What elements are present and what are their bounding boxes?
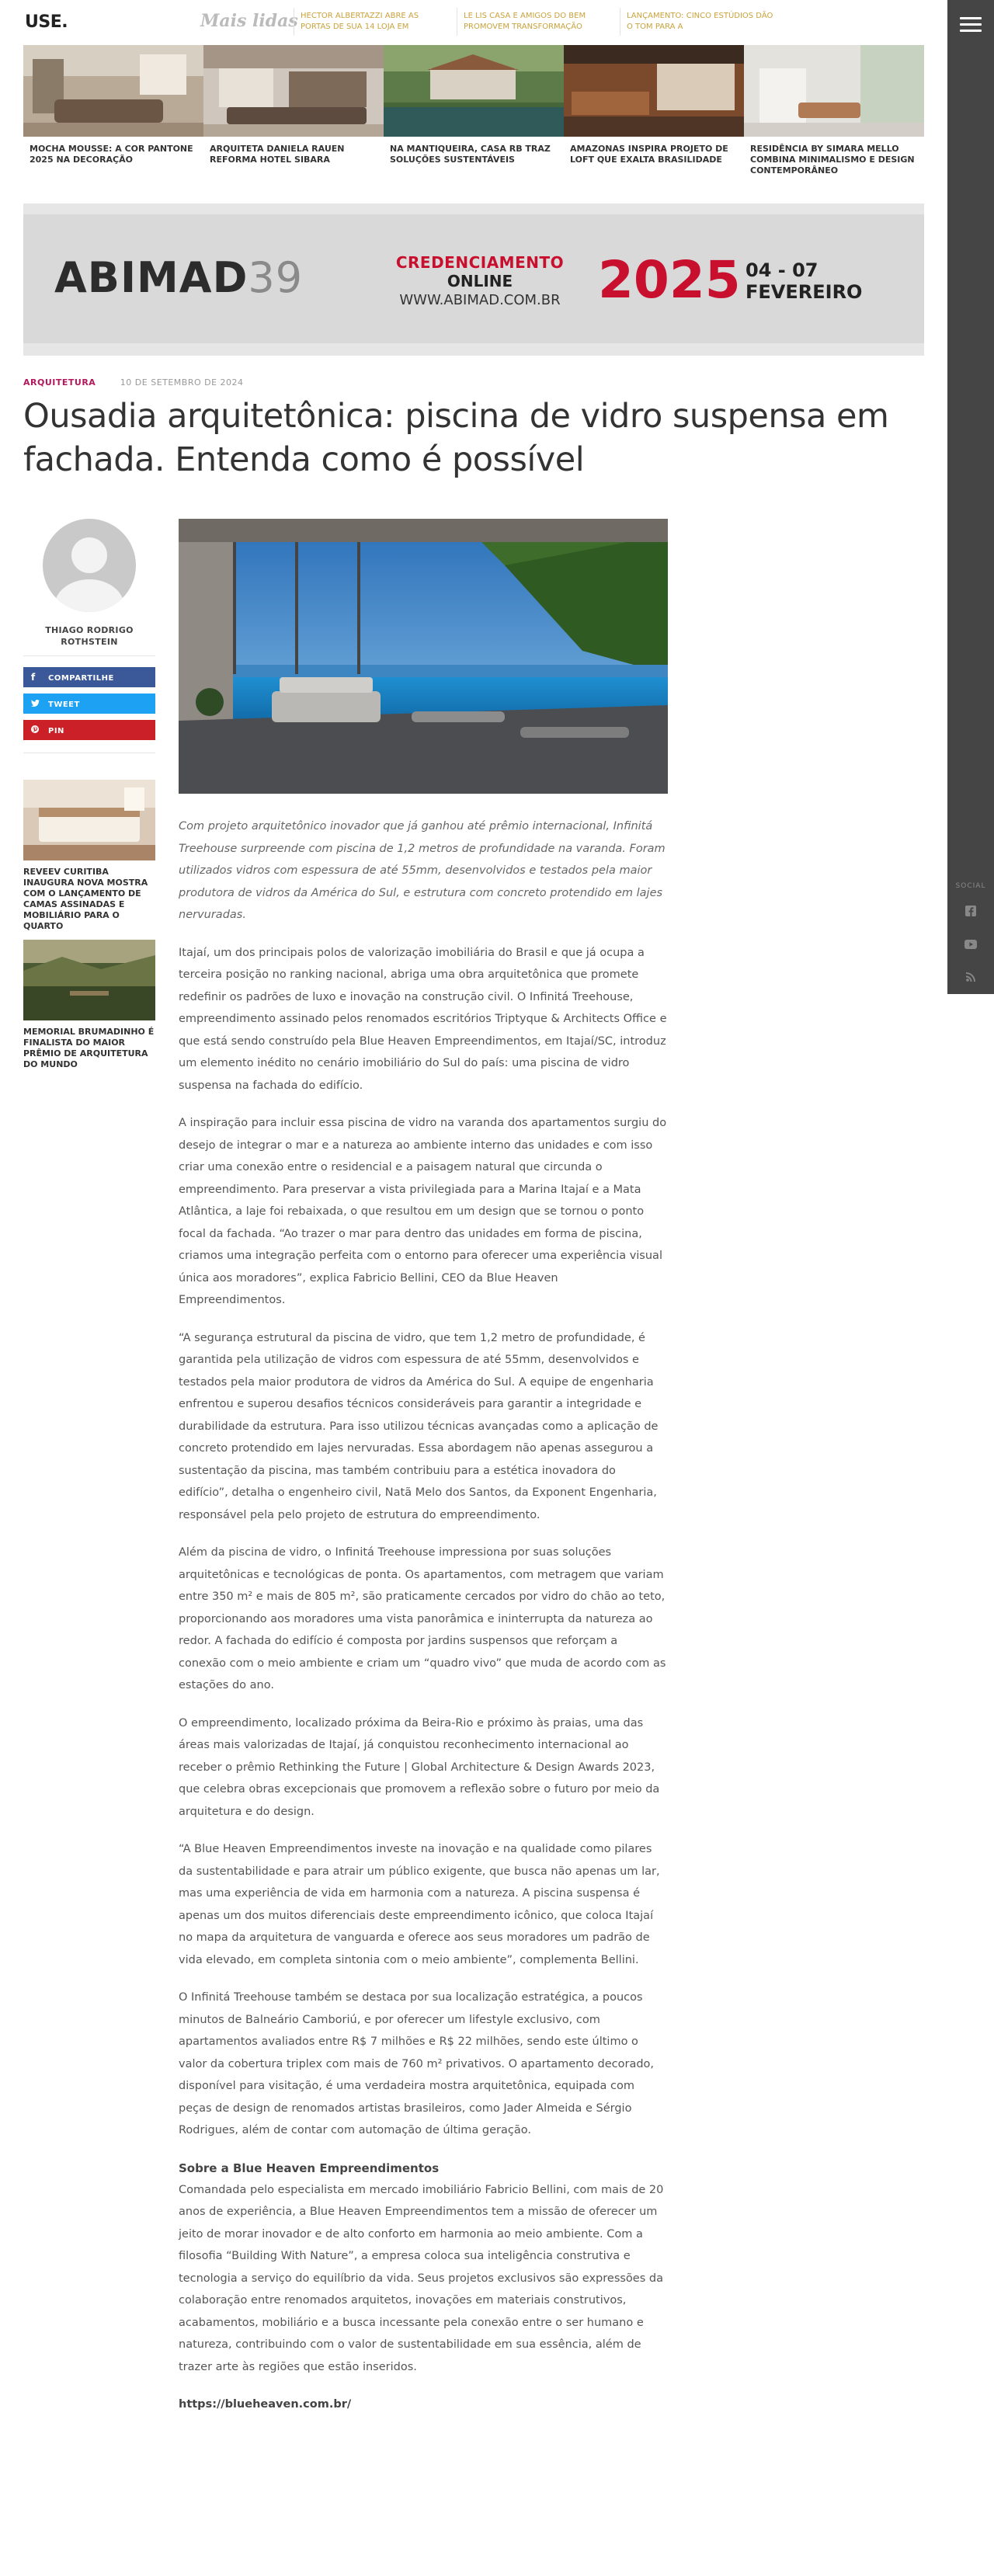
featured-caption: MOCHA MOUSSE: A COR PANTONE 2025 NA DECORAÇÃO [30,144,193,165]
mais-lidas-label: Mais lidas [200,11,298,31]
banner-year: 2025 [598,250,741,310]
featured-caption: AMAZONAS INSPIRA PROJETO DE LOFT QUE EXALTA BRASILIDADE [570,144,728,165]
featured-caption: NA MANTIQUEIRA, CASA RB TRAZ SOLUÇÕES SUSTENTÁVEIS [390,144,551,165]
company-link[interactable]: https://blueheaven.com.br/ [179,2398,352,2411]
featured-caption: RESIDÊNCIA BY SIMARA MELLO COMBINA MINIMALISMO E DESIGN CONTEMPORÂNEO [750,144,915,176]
banner-url: WWW.ABIMAD.COM.BR [399,292,561,308]
facebook-icon: f [31,672,36,683]
category-link[interactable]: ARQUITETURA [23,377,96,388]
banner-dates-month: FEVEREIRO [746,281,863,303]
related-card[interactable] [23,940,155,1070]
article-subheading: Sobre a Blue Heaven Empreendimentos [179,2161,440,2175]
facebook-icon[interactable] [963,906,978,921]
author-name[interactable]: THIAGO RODRIGO ROTHSTEIN [45,625,134,647]
social-label: SOCIAL [955,882,986,890]
banner-dates-days: 04 - 07 [746,259,818,281]
menu-icon[interactable] [960,17,982,33]
pinterest-share-label: PIN [48,727,64,735]
featured-image [744,45,924,137]
pinterest-share-button[interactable] [23,720,155,740]
article-paragraph: O empreendimento, localizado próxima da Beira-Rio e próximo às praias, uma das áreas mais valorizadas de Itajaí, já conquistou reconhecimento internacional ao receber o prêmio Rethinking the Future | Global Architecture & Design Awards 2023, que celebra obras excepcionais que promovem a reflexão sobre o futuro por meio da arquitetura e do design. [179,1716,660,1818]
featured-strip [23,45,924,176]
article-title: Ousadia arquitetônica: piscina de vidro suspensa em fachada. Entenda como é possível [23,397,889,479]
publish-date: 10 DE SETEMBRO DE 2024 [120,377,244,388]
pinterest-icon [31,720,48,740]
featured-card[interactable] [564,45,744,176]
related-caption: REVEEV CURITIBA INAUGURA NOVA MOSTRA COM O LANÇAMENTO DE CAMAS ASSINADAS E MOBILIÁRIO PARA O QUARTO [23,867,148,931]
abimad-banner[interactable] [23,203,924,356]
banner-body [23,214,924,343]
article-body [179,815,668,2432]
banner-line2: ONLINE [447,272,513,290]
youtube-icon[interactable] [963,938,978,954]
featured-card[interactable] [744,45,924,176]
featured-image [564,45,744,137]
logo-text: USE. [25,12,68,32]
featured-caption: ARQUITETA DANIELA RAUEN REFORMA HOTEL SIBARA [210,144,345,165]
most-read-link[interactable]: HECTOR ALBERTAZZI ABRE AS PORTAS DE SUA 14 LOJA EM [294,8,457,36]
article-paragraph: “A segurança estrutural da piscina de vidro, que tem 1,2 metro de profundidade, é garantida pela utilização de vidros com espessura de até 55mm, desenvolvidos e testados pela maior produtora de vidros da América do Sul. A equipe de engenharia enfrentou e superou desafios técnicos consideráveis para garantir a integridade e durabilidade da estrutura. Para isso utilizou técnicas avançadas como a aplicação de concreto protendido em lajes nervuradas. Essa abordagem não apenas assegurou a sustentação da piscina, mas também contribuiu para a estética inovadora do edifício”, detalha o engenheiro civil, Natã Melo dos Santos, da Exponent Engenharia, responsável pela pelo projeto de estrutura do empreendimento. [179,1331,659,1521]
featured-image [203,45,384,137]
featured-image [23,45,203,137]
featured-card[interactable] [384,45,564,176]
facebook-share-button[interactable] [23,667,155,687]
featured-card[interactable] [23,45,203,176]
twitter-share-label: TWEET [48,700,80,709]
article-meta [23,377,244,388]
site-header [0,0,947,45]
article-paragraph: “A Blue Heaven Empreendimentos investe na inovação e na qualidade como pilares da sustentabilidade e para atrair um público exigente, que busca não apenas um lar, mas uma experiência de vida em harmonia com a natureza. A piscina suspensa é apenas um dos muitos diferenciais deste empreendimento icônico, que coloca Itajaí no mapa da arquitetura de vanguarda e oferece aos seus moradores um padrão de vida elevado, em completa sintonia com o meio ambiente”, complementa Bellini. [179,1843,660,1966]
banner-line1: CREDENCIAMENTO [395,253,565,272]
featured-image [384,45,564,137]
related-card[interactable] [23,780,155,932]
banner-credential [387,253,573,308]
article-paragraph: Além da piscina de vidro, o Infinitá Treehouse impressiona por suas soluções arquitetônicas e tecnológicas de ponta. Os apartamentos, com metragem que variam entre 350 m² e mais de 805 m², são praticamente cercados por vidro do chão ao teto, proporcionando aos moradores uma vista panorâmica e ininterrupta da natureza ao redor. A fachada do edifício é composta por jardins suspensos que reforçam a conexão com o meio ambiente e criam um “quadro vivo” que muda de acordo com as estações do ano. [179,1546,666,1691]
article-paragraph: Itajaí, um dos principais polos de valorização imobiliária do Brasil e que já ocupa a terceira posição no ranking nacional, abriga uma obra arquitetônica que promete redefinir os padrões de luxo e inovação na construção civil. O Infinitá Treehouse, empreendimento assinado pelos renomados escritórios Triptyque & Architects Office e que está sendo construído pela Blue Heaven Empreendimentos, em Itajaí/SC, introduz um elemento inédito no cenário imobiliário do Sul do país: uma piscina de vidro suspensa na fachada do edifício. [179,946,667,1092]
most-read-links [294,8,783,36]
side-rail [947,0,994,994]
related-image [23,940,155,1020]
site-logo[interactable] [25,12,68,32]
banner-edition: 39 [248,253,304,302]
rss-icon[interactable] [963,971,978,986]
avatar[interactable] [43,519,136,612]
banner-brand-text: ABIMAD [54,253,248,302]
most-read-link[interactable]: LE LIS CASA E AMIGOS DO BEM PROMOVEM TRANSFORMAÇÃO [457,8,620,36]
twitter-icon [31,694,48,714]
featured-card[interactable] [203,45,384,176]
article-lead: Com projeto arquitetônico inovador que já ganhou até prêmio internacional, Infinitá Treehouse surpreende com piscina de 1,2 metros de profundidade na varanda. Foram utilizados vidros com espessura de até 55mm, desenvolvidos e testados pela maior produtora de vidros da América do Sul, e estrutura com concreto protendido em lajes nervuradas. [179,820,666,921]
article-paragraph: A inspiração para incluir essa piscina de vidro na varanda dos apartamentos surgiu do desejo de integrar o mar e a natureza ao ambiente interno das unidades e com isso criar uma conexão entre o residencial e a paisagem natural que circunda o empreendimento. Para preservar a vista privilegiada para a Marina Itajaí e a Mata Atlântica, a laje foi rebaixada, o que resultou em um design que se tornou o ponto focal da fachada. “Ao trazer o mar para dentro das unidades em forma de piscina, criamos uma integração perfeita com o entorno para oferecer uma experiência visual única aos moradores”, explica Fabricio Bellini, CEO da Blue Heaven Empreendimentos. [179,1117,667,1306]
author-box [23,519,155,753]
related-image [23,780,155,860]
facebook-share-label: COMPARTILHE [48,674,114,683]
banner-brand [54,253,303,302]
hero-image [179,519,668,794]
article-paragraph: O Infinitá Treehouse também se destaca por sua localização estratégica, a poucos minutos de Balneário Camboriú, e por oferecer um lifestyle exclusivo, com apartamentos avaliados entre R$ 7 milhões e R$ 22 milhões, sendo este último o valor da cobertura triplex com mais de 760 m² privativos. O apartamento decorado, disponível para visitação, é uma verdadeira mostra arquitetônica, equipada com peças de design de renomados artistas brasileiros, como Jader Almeida e Sérgio Rodrigues, além de contar com automação de última geração. [179,1991,655,2136]
twitter-share-button[interactable] [23,694,155,714]
banner-dates [746,259,862,303]
most-read-link[interactable]: LANÇAMENTO: CINCO ESTÚDIOS DÃO O TOM PARA A [620,8,783,36]
article-paragraph: Comandada pelo especialista em mercado imobiliário Fabricio Bellini, com mais de 20 anos de experiência, a Blue Heaven Empreendimentos tem a missão de oferecer um jeito de morar inovador e de alto conforto em harmonia ao meio ambiente. Com a filosofia “Building With Nature”, a empresa coloca sua inteligência construtiva e tecnologia a serviço do equilíbrio da vida. Seus projetos exclusivos são expressões da colaboração entre renomados arquitetos, inovações em materiais construtivos, acabamentos, mobiliário e a busca incessante pela conexão entre o ser humano e natureza, contribuindo com o valor de sustentabilidade em sua essência, além de trazer arte às regiões que estão inseridos. [179,2183,664,2373]
related-caption: MEMORIAL BRUMADINHO É FINALISTA DO MAIOR PRÊMIO DE ARQUITETURA DO MUNDO [23,1027,155,1069]
